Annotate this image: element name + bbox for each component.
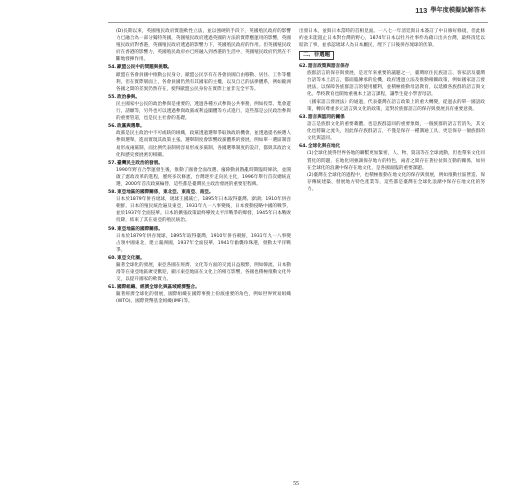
- section-heading: 二、非選題: [299, 51, 334, 60]
- answer-paragraph: 隨著全球化的發展，東亞各國在經濟、文化等方面的交流日益頻繁，例如韓流、日本動漫等在東亞地區廣受歡迎，顯示東亞地區在文化上的相互影響，各國也積極推動文化外交，以提升國家的軟實力。: [116, 263, 291, 283]
- question-title: 政黨與選舉。: [117, 124, 145, 130]
- question-60: [108, 255, 291, 262]
- question-number: 55.: [108, 94, 117, 100]
- question-63: [299, 114, 485, 121]
- question-61: [108, 284, 291, 291]
- answer-paragraph: (1)全球化使得世界各地的聯繫更加緊密，人、物、資訊等在全球流動，但也帶來文化同質化的問題，在地化則強調保存地方的特色，兩者之間存在著拉扯與互動的關係，如何在全球化的浪潮中保存在地文化，是各國面臨的重要課題。: [307, 151, 485, 171]
- question-62: [299, 63, 485, 70]
- question-title: 臺灣民主政治的發展。: [117, 160, 163, 166]
- question-55: [108, 94, 291, 101]
- header-divider: [108, 22, 488, 23]
- question-57: [108, 160, 291, 167]
- page-number: 55: [293, 481, 299, 487]
- question-number: 63.: [299, 114, 308, 120]
- question-title: 東亞文化圈。: [117, 255, 145, 261]
- answer-paragraph: 政黨是民主政治中不可或缺的組織，政黨透過選舉爭取執政的機會，並透過提名候選人參與選舉，進而實現其政策主張。選舉制度會影響政黨體系的發展，例如單一選區制容易形成兩黨制，而比例代表制則容易形成多黨制，各國選舉制度的設計，都與其政治文化和歷史發展密切相關。: [116, 131, 291, 158]
- right-column: [299, 28, 485, 194]
- question-59: [108, 226, 291, 233]
- question-title: 東亞地區的國際關係，東北亞、東南亞、南亞。: [117, 190, 214, 196]
- question-number: 56.: [108, 124, 117, 130]
- question-title: 東亞地區的國際關係。: [117, 226, 163, 232]
- answer-paragraph: 日本於1879年併吞琉球，琉球王國滅亡。1895年日本取得臺灣、澎湖；1910年併吞朝鮮，日本的殖民統治遍及東亞，1931年九一八事變後，日本發動侵略中國的戰爭，並於1937年全面侵華。日本的擴張政策最終導致太平洋戰爭的爆發，1945年日本戰敗投降，結束了其在東亞的殖民統治。: [116, 197, 291, 224]
- question-number: 58.: [108, 190, 117, 196]
- left-column: [108, 28, 291, 306]
- question-number: 60.: [108, 255, 117, 261]
- continued-paragraph: 出發日本，並與日本當時的首相見面。一八七一年清廷與日本簽訂了中日修好條規，但此條約並未能阻止日本對台灣的野心，1874年日本以牡丹社事件為藉口出兵台灣，最終清廷以賠款了事，並承認琉球人為日本屬民，埋下了日後併吞琉球的伏筆。: [299, 29, 485, 49]
- answer-paragraph: 語言是族群文化的重要載體，也是族群認同的重要象徵，一個族群的語言若消失，其文化也將隨之流失，因此保存族群語言，不僅是保存一種溝通工具，更是保存一個族群的文化與認同。: [307, 122, 485, 142]
- header-number: 113: [415, 6, 428, 16]
- header-title: 學年度模擬試解答本: [430, 7, 486, 15]
- question-number: 62.: [299, 63, 308, 69]
- question-title: 語言與認同的關係: [308, 114, 345, 120]
- question-number: 57.: [108, 160, 117, 166]
- intro-paragraph: (D)長期以來，英國殖民政府實施軟性立法，並以強硬的手段下，英國殖民政府的影響力已融合為一部分獨特英國，英國殖民政府透過英國的方法的實際應運用的影響，英國殖民政府對香港，英國殖民政府透過的影響力下，英國殖民政府的作用。但英國殖民政府在香港的影響力，英國殖民政府亦已經融入到香港的生活中，英國殖民政府仍然在不斷地發揮作用。: [116, 29, 291, 63]
- question-64: [299, 143, 485, 150]
- question-number: 59.: [108, 226, 117, 232]
- question-title: 國際組織、經濟全球化與區域經濟整合。: [117, 285, 200, 291]
- question-number: 64.: [299, 144, 308, 150]
- question-title: 歐盟公民中的問題與挑戰。: [117, 65, 173, 71]
- question-title: 語言政策與語言保存: [308, 63, 350, 69]
- answer-paragraph: 民主國家中公民的政治參與是重要的，透過各種方式參與公共事務，例如投票、集會遊行、請願等，另外也可以透過參與政黨或利益團體等方式進行，這些都是公民政治參與的重要管道，也是民主社會的基礎。: [116, 101, 291, 122]
- question-58: [108, 189, 291, 196]
- question-number: 61.: [108, 285, 117, 291]
- answer-paragraph: 隨著經濟全球化的發展，國際組織在國際事務上扮演重要的角色，例如世界貿易組織(WTO)、國際貨幣基金組織(IMF)等。: [116, 292, 291, 305]
- question-number: 54.: [108, 65, 117, 71]
- answer-paragraph: 1990年野百合學運發生後，推動了國會全面改選、廢除動員戡亂時期臨時條款，並開啟了憲政改革的進程，歷經多次修憲，台灣逐步走向民主化，1996年舉行首次總統直選，2000年首次政黨輪替，這些都是臺灣民主政治發展的重要里程碑。: [116, 167, 291, 187]
- answer-paragraph: 《國家語言發展法》的通過，代表臺灣在語言政策上的重大轉變，從過去的單一國語政策，轉向尊重多元語言與文化的政策，這對於族群語言的保存與發展具有重要意義。: [307, 99, 485, 112]
- question-54: [108, 64, 291, 71]
- question-title: 全球化與在地化: [308, 144, 341, 150]
- answer-paragraph: 歐盟在各會員國中推動公民身分，歐盟公民享有在各會員國自由移動、居住、工作等權利，但在實際層面上，各會員國仍然有其國家的主權，以及自己的法律體系，例如歐洲各國之間的差異仍然存在，使得歐盟公民身份在實際上並非完全平等。: [116, 72, 291, 92]
- question-56: [108, 123, 291, 130]
- question-title: 政治參與。: [117, 94, 140, 100]
- answer-paragraph: (2)臺灣在全球化的過程中，也積極推動在地文化的保存與發展，例如推動社區營造、保存傳統建築、發展地方特色產業等，這些都是臺灣在全球化浪潮中保存在地文化的努力。: [307, 173, 485, 193]
- answer-paragraph: 日本於1879年併吞琉球，1895年取得臺灣，1910年併吞朝鮮，1931年九一八事變占領中國東北，建立滿洲國，1937年全面侵華，1941年偷襲珍珠港，發動太平洋戰爭。: [116, 233, 291, 253]
- answer-paragraph: 族群語言的保存與發展，是近年來重要的議題之一，臺灣原住民族語言、客家語及臺灣台語等本土語言，都面臨傳承的危機，政府透過立法及推動相關政策，例如國家語言發展法，以保障各族群語言的使用權利，並積極推動母語教育，以延續各族群的語言與文化。學校教育也開始重視本土語言課程，讓學生從小學習母語。: [307, 70, 485, 98]
- page-header: [415, 4, 486, 18]
